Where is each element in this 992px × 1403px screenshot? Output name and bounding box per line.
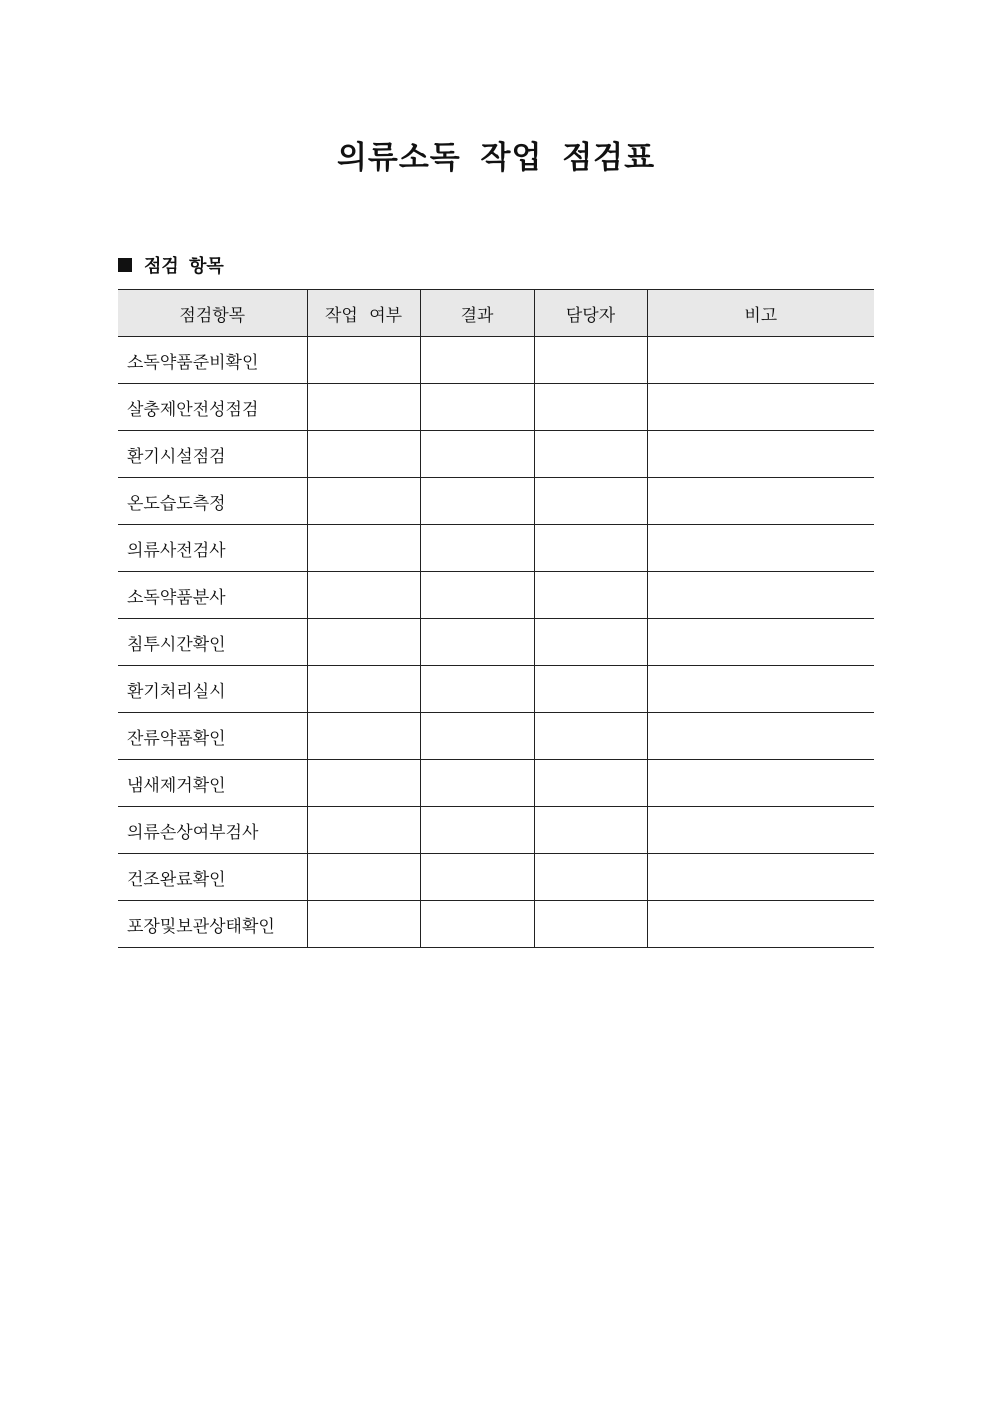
table-row <box>118 525 874 572</box>
owner-cell[interactable] <box>534 431 647 478</box>
check-item-cell: 소독약품준비확인 <box>118 337 307 384</box>
work-done-cell[interactable] <box>307 384 420 431</box>
work-done-cell[interactable] <box>307 854 420 901</box>
result-cell[interactable] <box>420 384 534 431</box>
work-done-cell[interactable] <box>307 713 420 760</box>
table-row <box>118 384 874 431</box>
note-cell[interactable] <box>647 431 874 478</box>
check-item-cell: 소독약품분사 <box>118 572 307 619</box>
check-item-cell: 냄새제거확인 <box>118 760 307 807</box>
section-heading-label: 점검 항목 <box>144 256 224 277</box>
result-cell[interactable] <box>420 431 534 478</box>
note-cell[interactable] <box>647 713 874 760</box>
result-cell[interactable] <box>420 478 534 525</box>
header-work-done: 작업 여부 <box>307 290 420 337</box>
owner-cell[interactable] <box>534 807 647 854</box>
check-item-cell: 잔류약품확인 <box>118 713 307 760</box>
work-done-cell[interactable] <box>307 619 420 666</box>
square-bullet-icon <box>118 258 132 272</box>
table-row <box>118 807 874 854</box>
result-cell[interactable] <box>420 619 534 666</box>
note-cell[interactable] <box>647 619 874 666</box>
owner-cell[interactable] <box>534 854 647 901</box>
owner-cell[interactable] <box>534 337 647 384</box>
table-row <box>118 431 874 478</box>
note-cell[interactable] <box>647 666 874 713</box>
table-row <box>118 619 874 666</box>
note-cell[interactable] <box>647 854 874 901</box>
table-row <box>118 337 874 384</box>
work-done-cell[interactable] <box>307 572 420 619</box>
owner-cell[interactable] <box>534 619 647 666</box>
table-row <box>118 854 874 901</box>
header-result: 결과 <box>420 290 534 337</box>
check-item-cell: 포장및보관상태확인 <box>118 901 307 948</box>
header-owner: 담당자 <box>534 290 647 337</box>
section-heading <box>118 252 224 278</box>
owner-cell[interactable] <box>534 760 647 807</box>
note-cell[interactable] <box>647 525 874 572</box>
note-cell[interactable] <box>647 807 874 854</box>
table-row <box>118 760 874 807</box>
check-item-cell: 건조완료확인 <box>118 854 307 901</box>
table-header-row <box>118 290 874 337</box>
owner-cell[interactable] <box>534 572 647 619</box>
result-cell[interactable] <box>420 572 534 619</box>
work-done-cell[interactable] <box>307 760 420 807</box>
note-cell[interactable] <box>647 760 874 807</box>
result-cell[interactable] <box>420 666 534 713</box>
header-check-item: 점검항목 <box>118 290 307 337</box>
table-row <box>118 478 874 525</box>
check-item-cell: 침투시간확인 <box>118 619 307 666</box>
check-item-cell: 의류사전검사 <box>118 525 307 572</box>
work-done-cell[interactable] <box>307 901 420 948</box>
work-done-cell[interactable] <box>307 807 420 854</box>
result-cell[interactable] <box>420 337 534 384</box>
result-cell[interactable] <box>420 854 534 901</box>
check-item-cell: 환기시설점검 <box>118 431 307 478</box>
work-done-cell[interactable] <box>307 431 420 478</box>
result-cell[interactable] <box>420 807 534 854</box>
table-row <box>118 713 874 760</box>
table-row <box>118 572 874 619</box>
work-done-cell[interactable] <box>307 478 420 525</box>
document-title: 의류소독 작업 점검표 <box>336 140 656 176</box>
check-item-cell: 살충제안전성점검 <box>118 384 307 431</box>
table-row <box>118 666 874 713</box>
note-cell[interactable] <box>647 337 874 384</box>
work-done-cell[interactable] <box>307 525 420 572</box>
owner-cell[interactable] <box>534 525 647 572</box>
result-cell[interactable] <box>420 525 534 572</box>
owner-cell[interactable] <box>534 901 647 948</box>
work-done-cell[interactable] <box>307 666 420 713</box>
note-cell[interactable] <box>647 478 874 525</box>
owner-cell[interactable] <box>534 478 647 525</box>
result-cell[interactable] <box>420 901 534 948</box>
owner-cell[interactable] <box>534 713 647 760</box>
check-item-cell: 환기처리실시 <box>118 666 307 713</box>
note-cell[interactable] <box>647 901 874 948</box>
result-cell[interactable] <box>420 713 534 760</box>
owner-cell[interactable] <box>534 666 647 713</box>
check-item-cell: 의류손상여부검사 <box>118 807 307 854</box>
owner-cell[interactable] <box>534 384 647 431</box>
check-item-cell: 온도습도측정 <box>118 478 307 525</box>
note-cell[interactable] <box>647 572 874 619</box>
table-row <box>118 901 874 948</box>
work-done-cell[interactable] <box>307 337 420 384</box>
inspection-table <box>118 289 874 948</box>
note-cell[interactable] <box>647 384 874 431</box>
result-cell[interactable] <box>420 760 534 807</box>
header-note: 비고 <box>647 290 874 337</box>
